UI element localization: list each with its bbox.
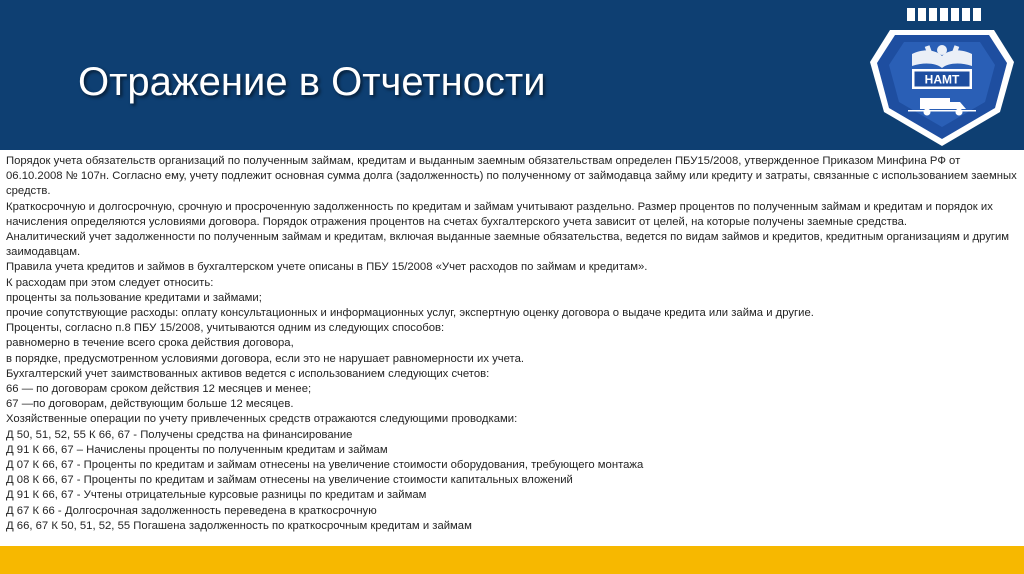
body-paragraph: 66 — по договорам сроком действия 12 месяцев и менее; (6, 383, 312, 396)
body-paragraph: Д 07 К 66, 67 - Проценты по кредитам и займам отнесены на увеличение стоимости оборудования, требующего монтажа (6, 459, 644, 472)
body-paragraph: Д 91 К 66, 67 – Начислены проценты по полученным кредитам и займам (6, 443, 388, 456)
body-paragraph: проценты за пользование кредитами и займами; (6, 291, 262, 304)
body-paragraph: прочие сопутствующие расходы: оплату консультационных и информационных услуг, экспертную оценку договора о выдаче кредита или займа и другие. (6, 307, 814, 320)
body-paragraph: Аналитический учет задолженности по полученным займам и кредитам, включая выданные заемные обязательства, ведется по видам займов и кредитов, кредитным организациям и другим заимодавцам. (6, 231, 1010, 259)
footer-accent-bar (0, 546, 1024, 574)
slide-header (0, 0, 1024, 150)
body-paragraph: Краткосрочную и долгосрочную, срочную и просроченную задолженность по кредитам и займам учитывают раздельно. Размер процентов по полученным займам и кредитам и порядок их начисления определяются условиями договора. Порядок отражения процентов на счетах бухгалтерского учета зависит от целей, на которые получены заемные средства. (6, 200, 993, 228)
body-paragraph: Д 08 К 66, 67 - Проценты по кредитам и займам отнесены на увеличение стоимости капитальных вложений (6, 474, 573, 487)
body-paragraph: 67 —по договорам, действующим больше 12 месяцев. (6, 398, 294, 411)
slide-title: Отражение в Отчетности (78, 60, 546, 104)
body-paragraph: равномерно в течение всего срока действия договора, (6, 337, 294, 350)
body-paragraph: в порядке, предусмотренном условиями договора, если это не нарушает равномерности их учета. (6, 352, 525, 365)
body-paragraph: К расходам при этом следует относить: (6, 276, 214, 289)
body-paragraph: Правила учета кредитов и займов в бухгалтерском учете описаны в ПБУ 15/2008 «Учет расходов по займам и кредитам». (6, 261, 648, 274)
body-paragraph: Хозяйственные операции по учету привлеченных средств отражаются следующими проводками: (6, 413, 518, 426)
body-paragraph: Д 67 К 66 - Долгосрочная задолженность переведена в краткосрочную (6, 504, 377, 517)
body-paragraph: Д 66, 67 К 50, 51, 52, 55 Погашена задолженность по краткосрочным кредитам и займам (6, 519, 472, 532)
body-paragraph: Проценты, согласно п.8 ПБУ 15/2008, учитываются одним из следующих способов: (6, 322, 445, 335)
slide-body-text (6, 154, 1018, 534)
body-paragraph: Порядок учета обязательств организаций по полученным займам, кредитам и выданным заемным обязательствам определен ПБУ15/2008, утвержденное Приказом Минфина РФ от 06.10.2008 № 107н. Согласно ему, учету подлежит основная сумма долга (задолженность) по полученному от займодавца займу или кредиту и затраты, связанные с использованием заемных средств. (6, 155, 1017, 198)
logo-label: НАМТ (924, 72, 960, 87)
namt-logo (868, 6, 1016, 148)
body-paragraph: Бухгалтерский учет заимствованных активов ведется с использованием следующих счетов: (6, 367, 490, 380)
body-paragraph: Д 91 К 66, 67 - Учтены отрицательные курсовые разницы по кредитам и займам (6, 489, 427, 502)
body-paragraph: Д 50, 51, 52, 55 К 66, 67 - Получены средства на финансирование (6, 428, 353, 441)
